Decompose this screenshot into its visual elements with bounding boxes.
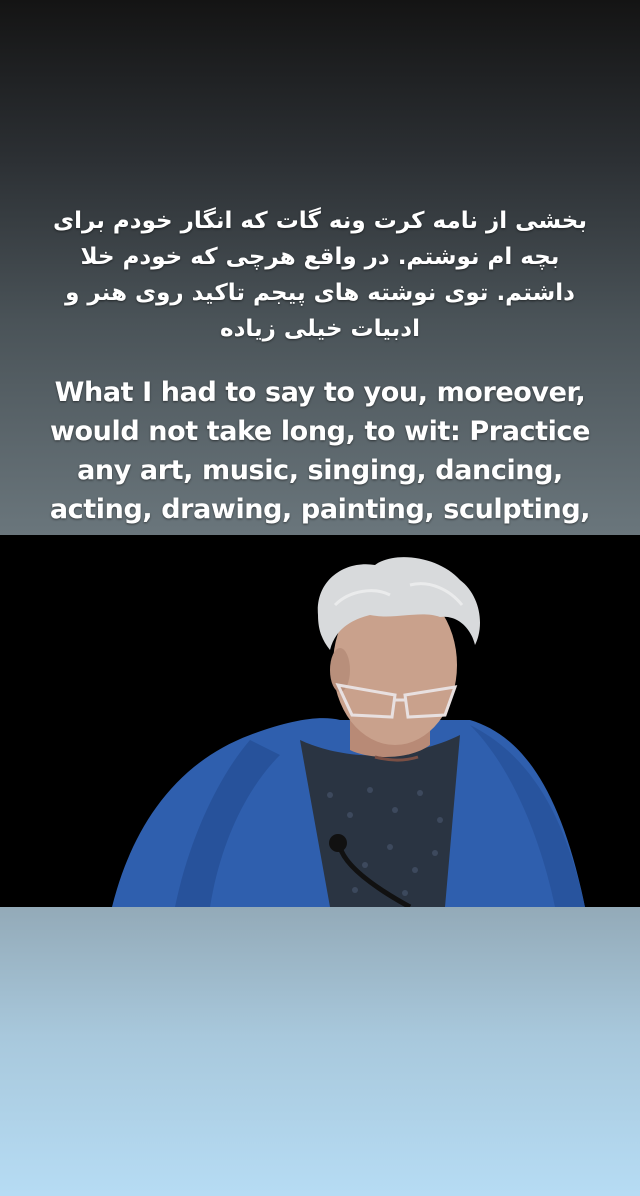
persian-line-1: بخشی از نامه کرت ونه گات که انگار خودم برای [53, 208, 587, 234]
english-line-3: any art, music, singing, dancing, [77, 455, 563, 486]
english-line-2: would not take long, to wit: Practice [49, 416, 591, 447]
english-line-1: What I had to say to you, moreover, [54, 377, 586, 408]
english-caption [10, 373, 630, 529]
persian-caption [40, 203, 600, 347]
speaker-illustration [0, 535, 640, 907]
persian-line-2: بچه ام نوشتم. در واقع هرچی که خودم خلا [80, 244, 560, 270]
persian-line-4: ادبیات خیلی زیاده [220, 316, 420, 342]
background-fill [0, 907, 640, 1196]
caption-panel [0, 0, 640, 535]
english-line-4: acting, drawing, painting, sculpting, [49, 494, 591, 525]
persian-line-3: داشتم. توی نوشته های پیجم تاکید روی هنر و [65, 280, 575, 306]
video-frame[interactable] [0, 535, 640, 907]
